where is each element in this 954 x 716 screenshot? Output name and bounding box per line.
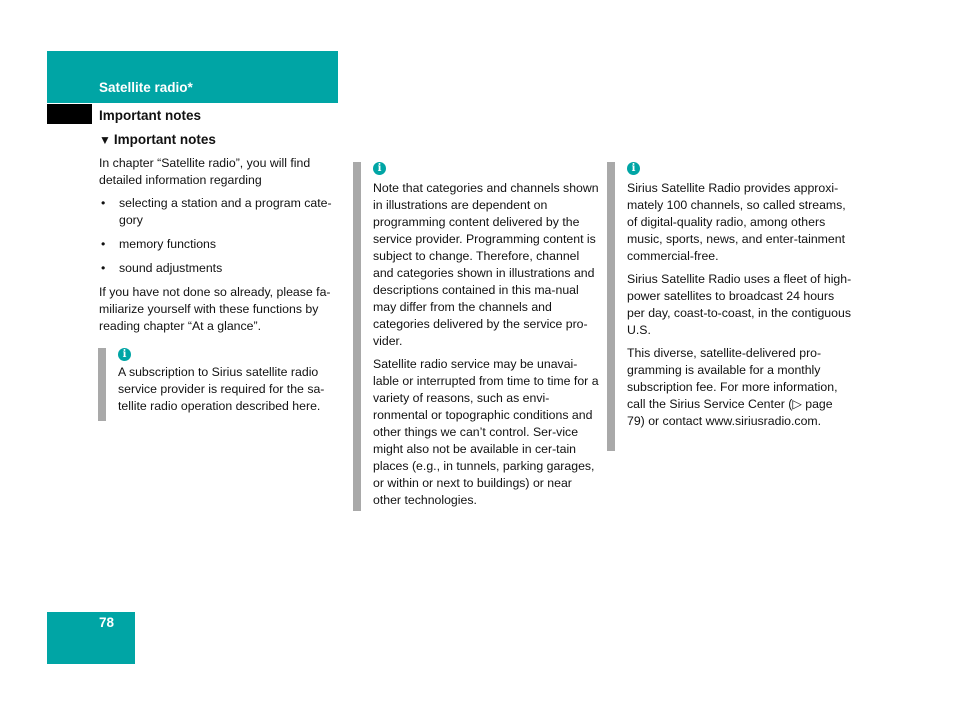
info-icon: i	[627, 162, 640, 175]
note-paragraph: A subscription to Sirius satellite radio service provider is required for the sa-tellite radio operation described here.	[118, 365, 325, 413]
note-paragraph: Sirius Satellite Radio provides approxi-mately 100 channels, so called streams, of digital-quality radio, among others music, sports, news, and enter-tainment commercial-free.	[627, 181, 846, 263]
page-number: 78	[99, 615, 115, 630]
info-icon: i	[118, 348, 131, 361]
list-item-text: sound adjustments	[119, 261, 223, 275]
triangle-down-icon: ▼	[99, 133, 111, 147]
column-intro	[99, 155, 341, 341]
bullet-icon: •	[101, 261, 106, 275]
info-note-subscription	[98, 348, 341, 421]
list-item	[99, 195, 341, 229]
list-item	[99, 236, 341, 253]
note-paragraph: This diverse, satellite-delivered pro-gramming is available for a monthly subscription fee. For more information, call the Sirius Service Center (▷ page 79) or contact www.siriusradio.com.	[627, 346, 838, 428]
outro-paragraph: If you have not done so already, please fa-miliarize yourself with these functions by reading chapter “At a glance”.	[99, 285, 331, 333]
topic-list	[99, 195, 341, 277]
chapter-title: Satellite radio*	[99, 80, 193, 95]
header-bar	[47, 51, 338, 103]
note-paragraph: Sirius Satellite Radio uses a fleet of high-power satellites to broadcast 24 hours per day, coast-to-coast, in the contiguous U.S.	[627, 272, 852, 337]
intro-paragraph: In chapter “Satellite radio”, you will find detailed information regarding	[99, 156, 311, 187]
bullet-icon: •	[101, 237, 106, 251]
list-item-text: selecting a station and a program cate-gory	[119, 196, 332, 227]
info-note-sirius	[607, 162, 853, 451]
note-paragraph: Satellite radio service may be unavai-lable or interrupted from time to time for a variety of reasons, such as envi-ronmental or topographic conditions and other things we can’t control. Ser-vice might also not be available in cer-tain places (e.g., in tunnels, parking garages, or within or next to buildings) or near other technologies.	[373, 357, 599, 507]
list-item	[99, 260, 341, 277]
info-icon: i	[373, 162, 386, 175]
section-title: Important notes	[99, 108, 202, 123]
bullet-icon: •	[101, 196, 106, 210]
info-note-channels	[353, 162, 599, 511]
subheading-text: Important notes	[113, 132, 216, 147]
subheading	[99, 132, 216, 147]
note-paragraph: Note that categories and channels shown in illustrations are dependent on programming content delivered by the service provider. Programming content is subject to change. Therefore, channel and categories shown in illustrations and descriptions contained in this ma-nual may differ from the channels and categories delivered by the service pro-vider.	[373, 181, 599, 348]
page-number-box	[47, 612, 135, 664]
list-item-text: memory functions	[119, 237, 217, 251]
section-marker-tab	[47, 104, 92, 124]
